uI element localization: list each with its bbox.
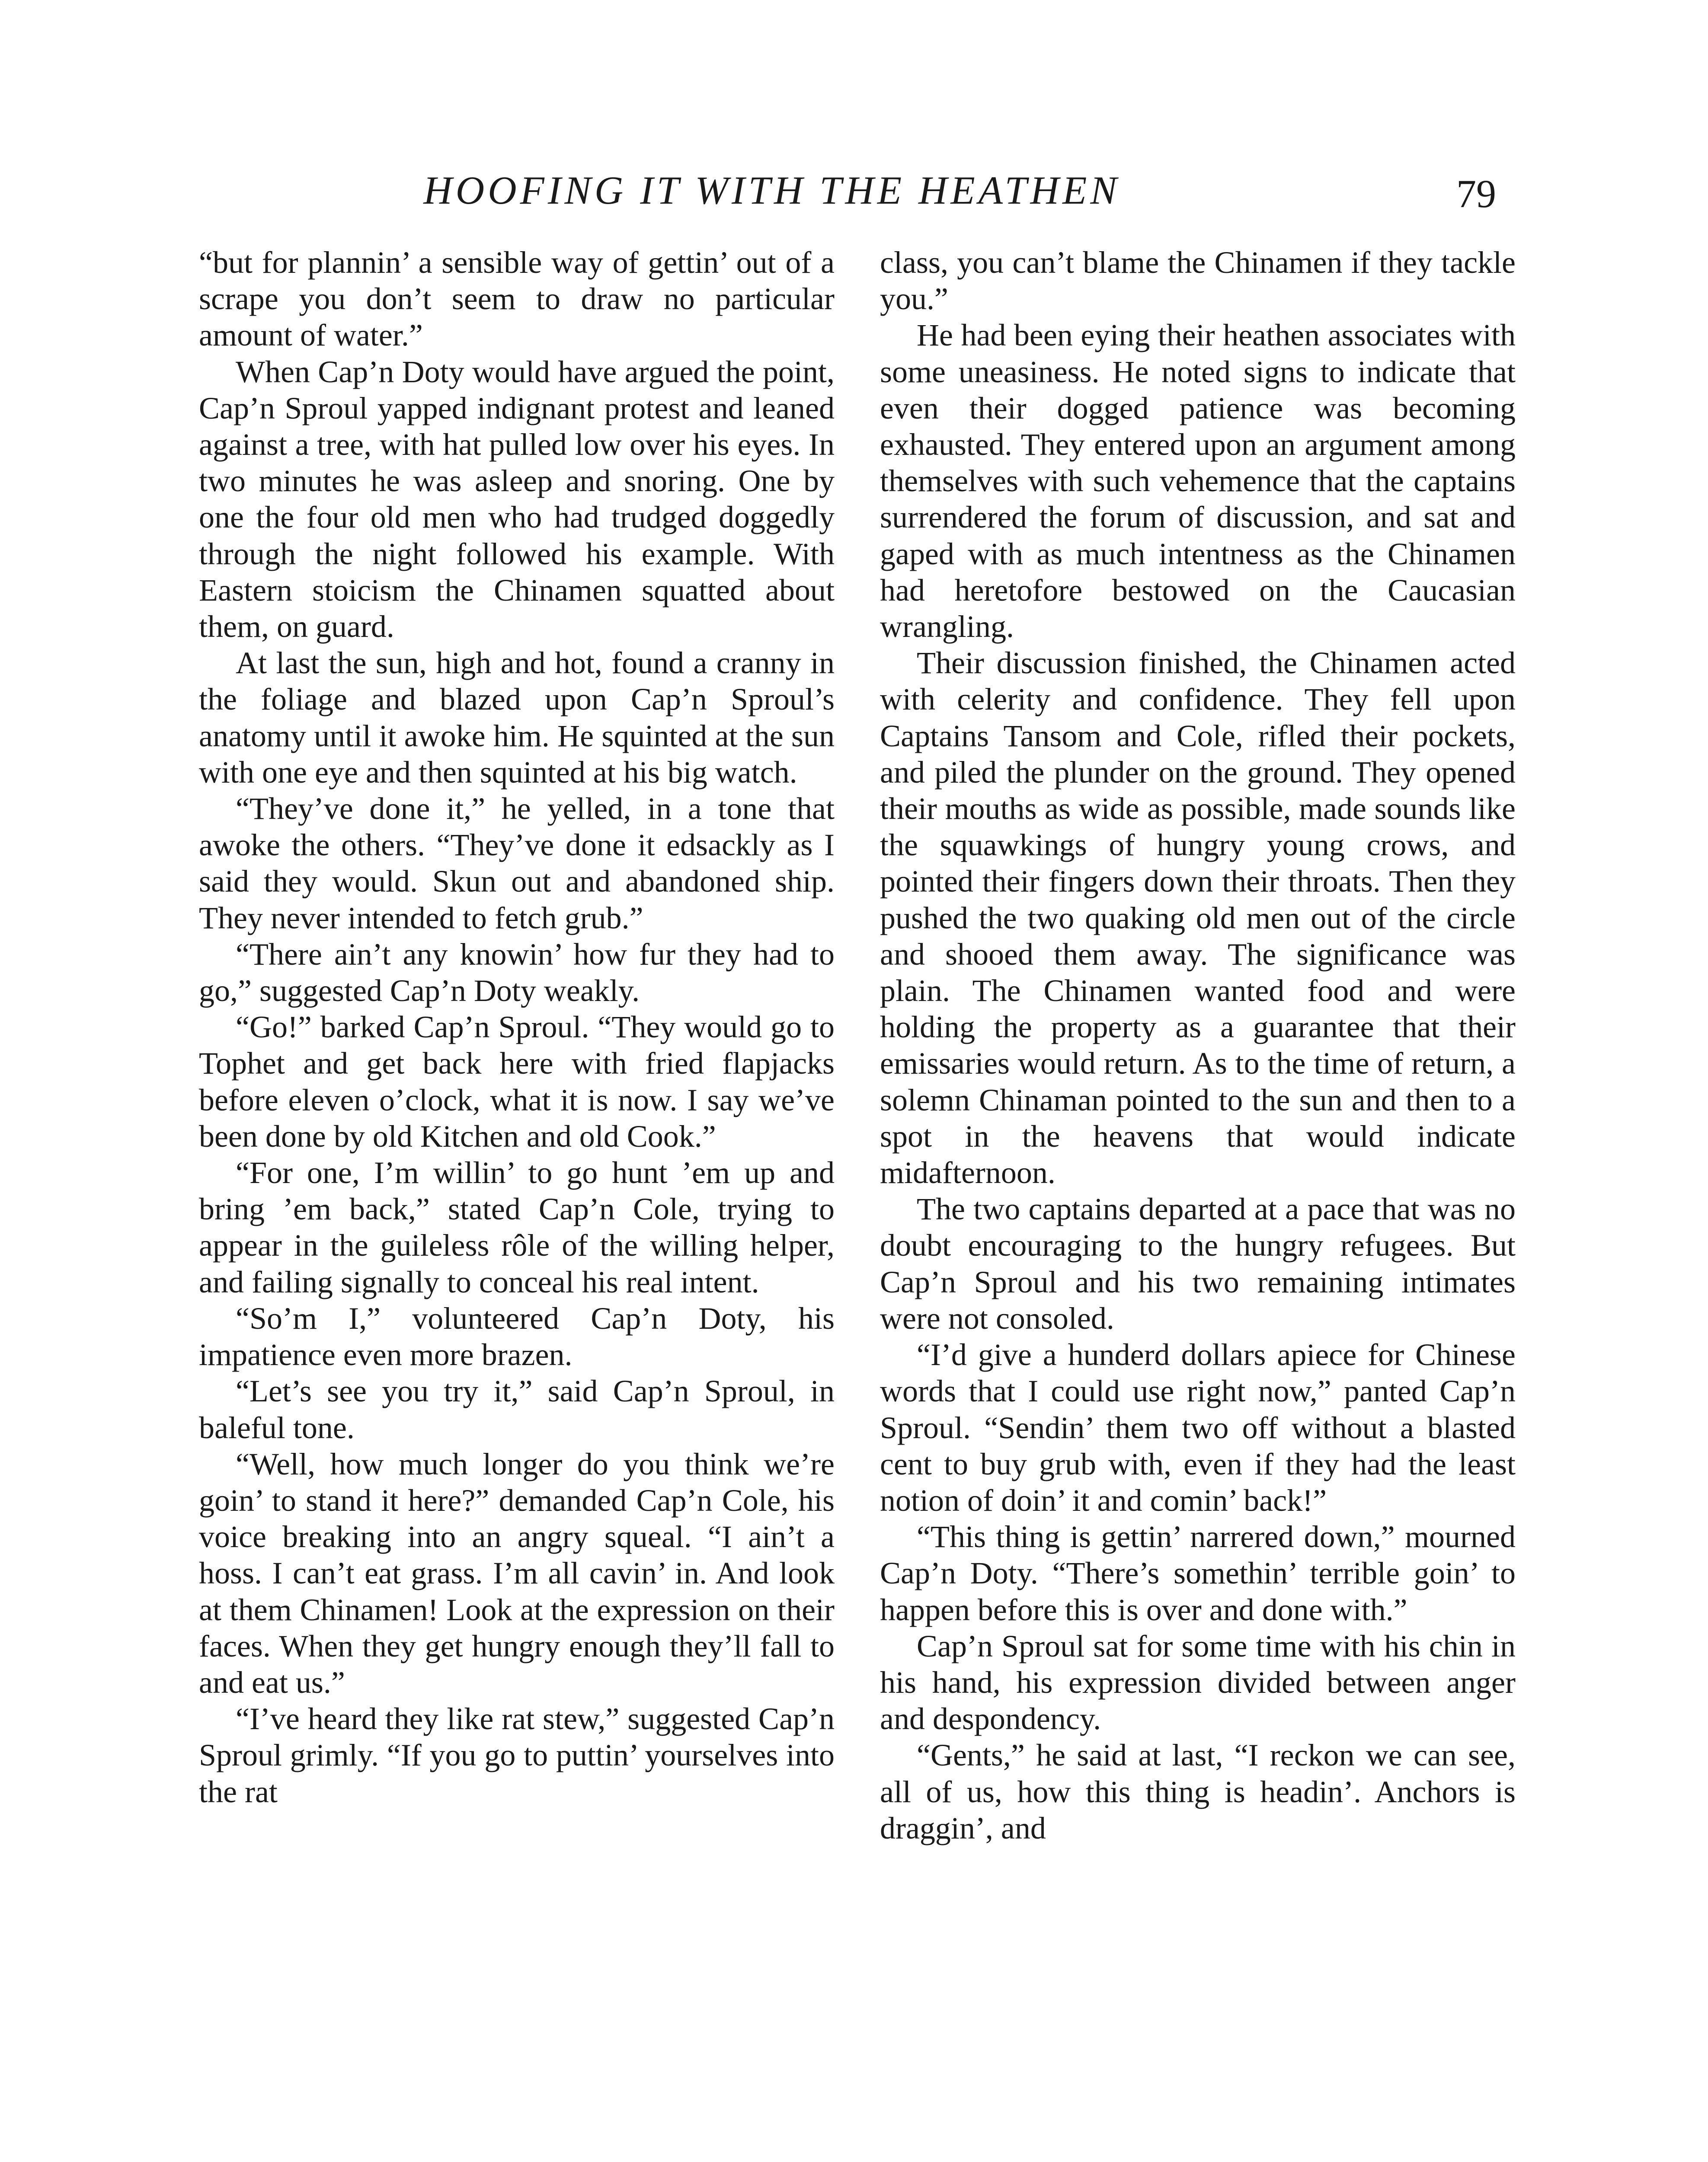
paragraph: Cap’n Sproul sat for some time with his chin in his hand, his expression divided between anger and despondency. bbox=[880, 1628, 1516, 1737]
paragraph: class, you can’t blame the Chinamen if they tackle you.” bbox=[880, 245, 1516, 317]
running-title: HOOFING IT WITH THE HEATHEN bbox=[423, 168, 1120, 212]
paragraph: Their discussion finished, the Chinamen acted with celerity and confidence. They fell upon Captains Tansom and Cole, rifled their pockets, and piled the plunder on the ground. They opened their mouths as wide as possible, made sounds like the squawkings of hungry young crows, and pointed their fingers down their throats. Then they pushed the two quaking old men out of the circle and shooed them away. The significance was plain. The Chinamen wanted food and were holding the property as a guarantee that their emissaries would return. As to the time of return, a solemn Chinaman pointed to the sun and then to a spot in the heavens that would indicate midafternoon. bbox=[880, 646, 1516, 1190]
paragraph: At last the sun, high and hot, found a cranny in the foliage and blazed upon Cap’n Sproul’s anatomy until it awoke him. He squinted at the sun with one eye and then squinted at his big watch. bbox=[199, 646, 835, 790]
running-header bbox=[199, 164, 1496, 225]
paragraph: “For one, I’m willin’ to go hunt ’em up and bring ’em back,” stated Cap’n Cole, trying to appear in the guileless rôle of the willing helper, and failing signally to conceal his real intent. bbox=[199, 1155, 835, 1299]
paragraph: “So’m I,” volunteered Cap’n Doty, his impatience even more brazen. bbox=[199, 1301, 835, 1372]
left-column bbox=[199, 244, 835, 1810]
paragraph: “I’ve heard they like rat stew,” suggested Cap’n Sproul grimly. “If you go to puttin’ yourselves into the rat bbox=[199, 1701, 835, 1809]
paragraph: “This thing is gettin’ narrered down,” mourned Cap’n Doty. “There’s somethin’ terrible goin’ to happen before this is over and done with.” bbox=[880, 1519, 1516, 1627]
paragraph: “They’ve done it,” he yelled, in a tone that awoke the others. “They’ve done it edsackly as I said they would. Skun out and abandoned ship. They never intended to fetch grub.” bbox=[199, 791, 835, 935]
paragraph: “Let’s see you try it,” said Cap’n Sproul, in baleful tone. bbox=[199, 1374, 835, 1445]
paragraph: “Go!” barked Cap’n Sproul. “They would go to Tophet and get back here with fried flapjacks before eleven o’clock, what it is now. I say we’ve been done by old Kitchen and old Cook.” bbox=[199, 1010, 835, 1154]
paragraph: “There ain’t any knowin’ how fur they had to go,” suggested Cap’n Doty weakly. bbox=[199, 937, 835, 1008]
paragraph: “Well, how much longer do you think we’re goin’ to stand it here?” demanded Cap’n Cole, his voice breaking into an angry squeal. “I ain’t a hoss. I can’t eat grass. I’m all cavin’ in. And look at them Chinamen! Look at the expression on their faces. When they get hungry enough they’ll fall to and eat us.” bbox=[199, 1446, 835, 1700]
right-column bbox=[880, 244, 1516, 1846]
paragraph: When Cap’n Doty would have argued the point, Cap’n Sproul yapped indignant protest and leaned against a tree, with hat pulled low over his eyes. In two minutes he was asleep and snoring. One by one the four old men who had trudged doggedly through the night followed his example. With Eastern stoicism the Chinamen squatted about them, on guard. bbox=[199, 354, 835, 644]
paragraph: He had been eying their heathen associates with some uneasiness. He noted signs to indicate that even their dogged patience was becoming exhausted. They entered upon an argument among themselves with such vehemence that the captains surrendered the forum of discussion, and sat and gaped with as much intentness as the Chinamen had heretofore bestowed on the Caucasian wrangling. bbox=[880, 318, 1516, 644]
page-number: 79 bbox=[1456, 172, 1496, 216]
paragraph: “I’d give a hunderd dollars apiece for Chinese words that I could use right now,” panted Cap’n Sproul. “Sendin’ them two off without a blasted cent to buy grub with, even if they had the least notion of doin’ it and comin’ back!” bbox=[880, 1337, 1516, 1518]
paragraph: “but for plannin’ a sensible way of gettin’ out of a scrape you don’t seem to draw no particular amount of water.” bbox=[199, 245, 835, 353]
paragraph: The two captains departed at a pace that was no doubt encouraging to the hungry refugees. But Cap’n Sproul and his two remaining intimates were not consoled. bbox=[880, 1192, 1516, 1336]
paragraph: “Gents,” he said at last, “I reckon we can see, all of us, how this thing is headin’. Anchors is draggin’, and bbox=[880, 1738, 1516, 1845]
